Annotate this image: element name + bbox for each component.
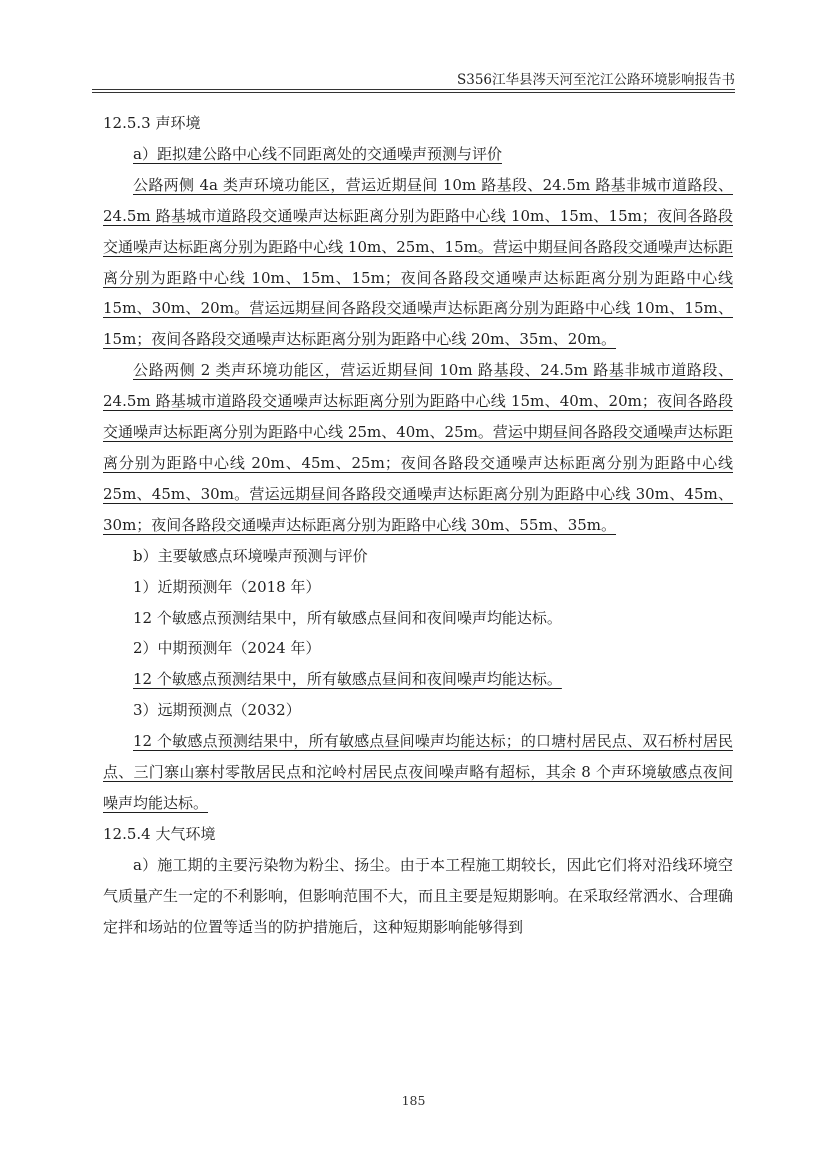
- near-term-result: 12 个敏感点预测结果中，所有敏感点昼间和夜间噪声均能达标。: [133, 608, 562, 627]
- long-term-result: 12 个敏感点预测结果中，所有敏感点昼间噪声均能达标；的口塘村居民点、双石桥村居民点、三门寨山寨村零散居民点和沱岭村居民点夜间噪声略有超标，其余 8 个声环境敏感点夜间噪声均能达标。: [103, 732, 733, 812]
- running-header: S356江华县涔天河至沱江公路环境影响报告书: [456, 72, 735, 88]
- section-heading-12-5-4: 12.5.4 大气环境: [103, 824, 216, 843]
- header-rule-thin: [92, 92, 735, 93]
- long-term-year: 3）远期预测点（2032）: [133, 701, 301, 720]
- paragraph-class-4a: 公路两侧 4a 类声环境功能区，营运近期昼间 10m 路基段、24.5m 路基非城市道路段、24.5m 路基城市道路段交通噪声达标距离分别为距路中心线 10m、15m、15m；夜间各路段交通噪声达标距离分别为距路中心线 10m、25m、15m。营运中期昼间各路段交通噪声达标距离分别为距路中心线 10m、15m、15m；夜间各路段交通噪声达标距离分别为距路中心线 15m、30m、20m。营运远期昼间各路段交通噪声达标距离分别为距路中心线 10m、15m、15m；夜间各路段交通噪声达标距离分别为距路中心线 20m、35m、20m。: [103, 175, 733, 349]
- mid-term-result: 12 个敏感点预测结果中，所有敏感点昼间和夜间噪声均能达标。: [133, 670, 562, 689]
- subheading-a: a）距拟建公路中心线不同距离处的交通噪声预测与评价: [133, 144, 502, 163]
- page-number: 185: [401, 1093, 426, 1108]
- header-rule-thick: [92, 89, 735, 90]
- paragraph-class-2: 公路两侧 2 类声环境功能区，营运近期昼间 10m 路基段、24.5m 路基非城市道路段、24.5m 路基城市道路段交通噪声达标距离分别为距路中心线 15m、40m、20m；夜间各路段交通噪声达标距离分别为距路中心线 25m、40m、25m。营运中期昼间各路段交通噪声达标距离分别为距路中心线 20m、45m、25m；夜间各路段交通噪声达标距离分别为距路中心线 25m、45m、30m。营运远期昼间各路段交通噪声达标距离分别为距路中心线 30m、45m、30m；夜间各路段交通噪声达标距离分别为距路中心线 30m、55m、35m。: [103, 361, 733, 534]
- subheading-b: b）主要敏感点环境噪声预测与评价: [133, 546, 368, 565]
- air-paragraph: a）施工期的主要污染物为粉尘、扬尘。由于本工程施工期较长，因此它们将对沿线环境空气质量产生一定的不利影响，但影响范围不大，而且主要是短期影响。在采取经常洒水、合理确定拌和场站的位置等适当的防护措施后，这种短期影响能够得到: [103, 855, 734, 936]
- near-term-year: 1）近期预测年（2018 年）: [133, 577, 321, 596]
- mid-term-year: 2）中期预测年（2024 年）: [133, 639, 321, 658]
- section-heading-12-5-3: 12.5.3 声环境: [103, 114, 201, 132]
- body-text: [103, 108, 733, 942]
